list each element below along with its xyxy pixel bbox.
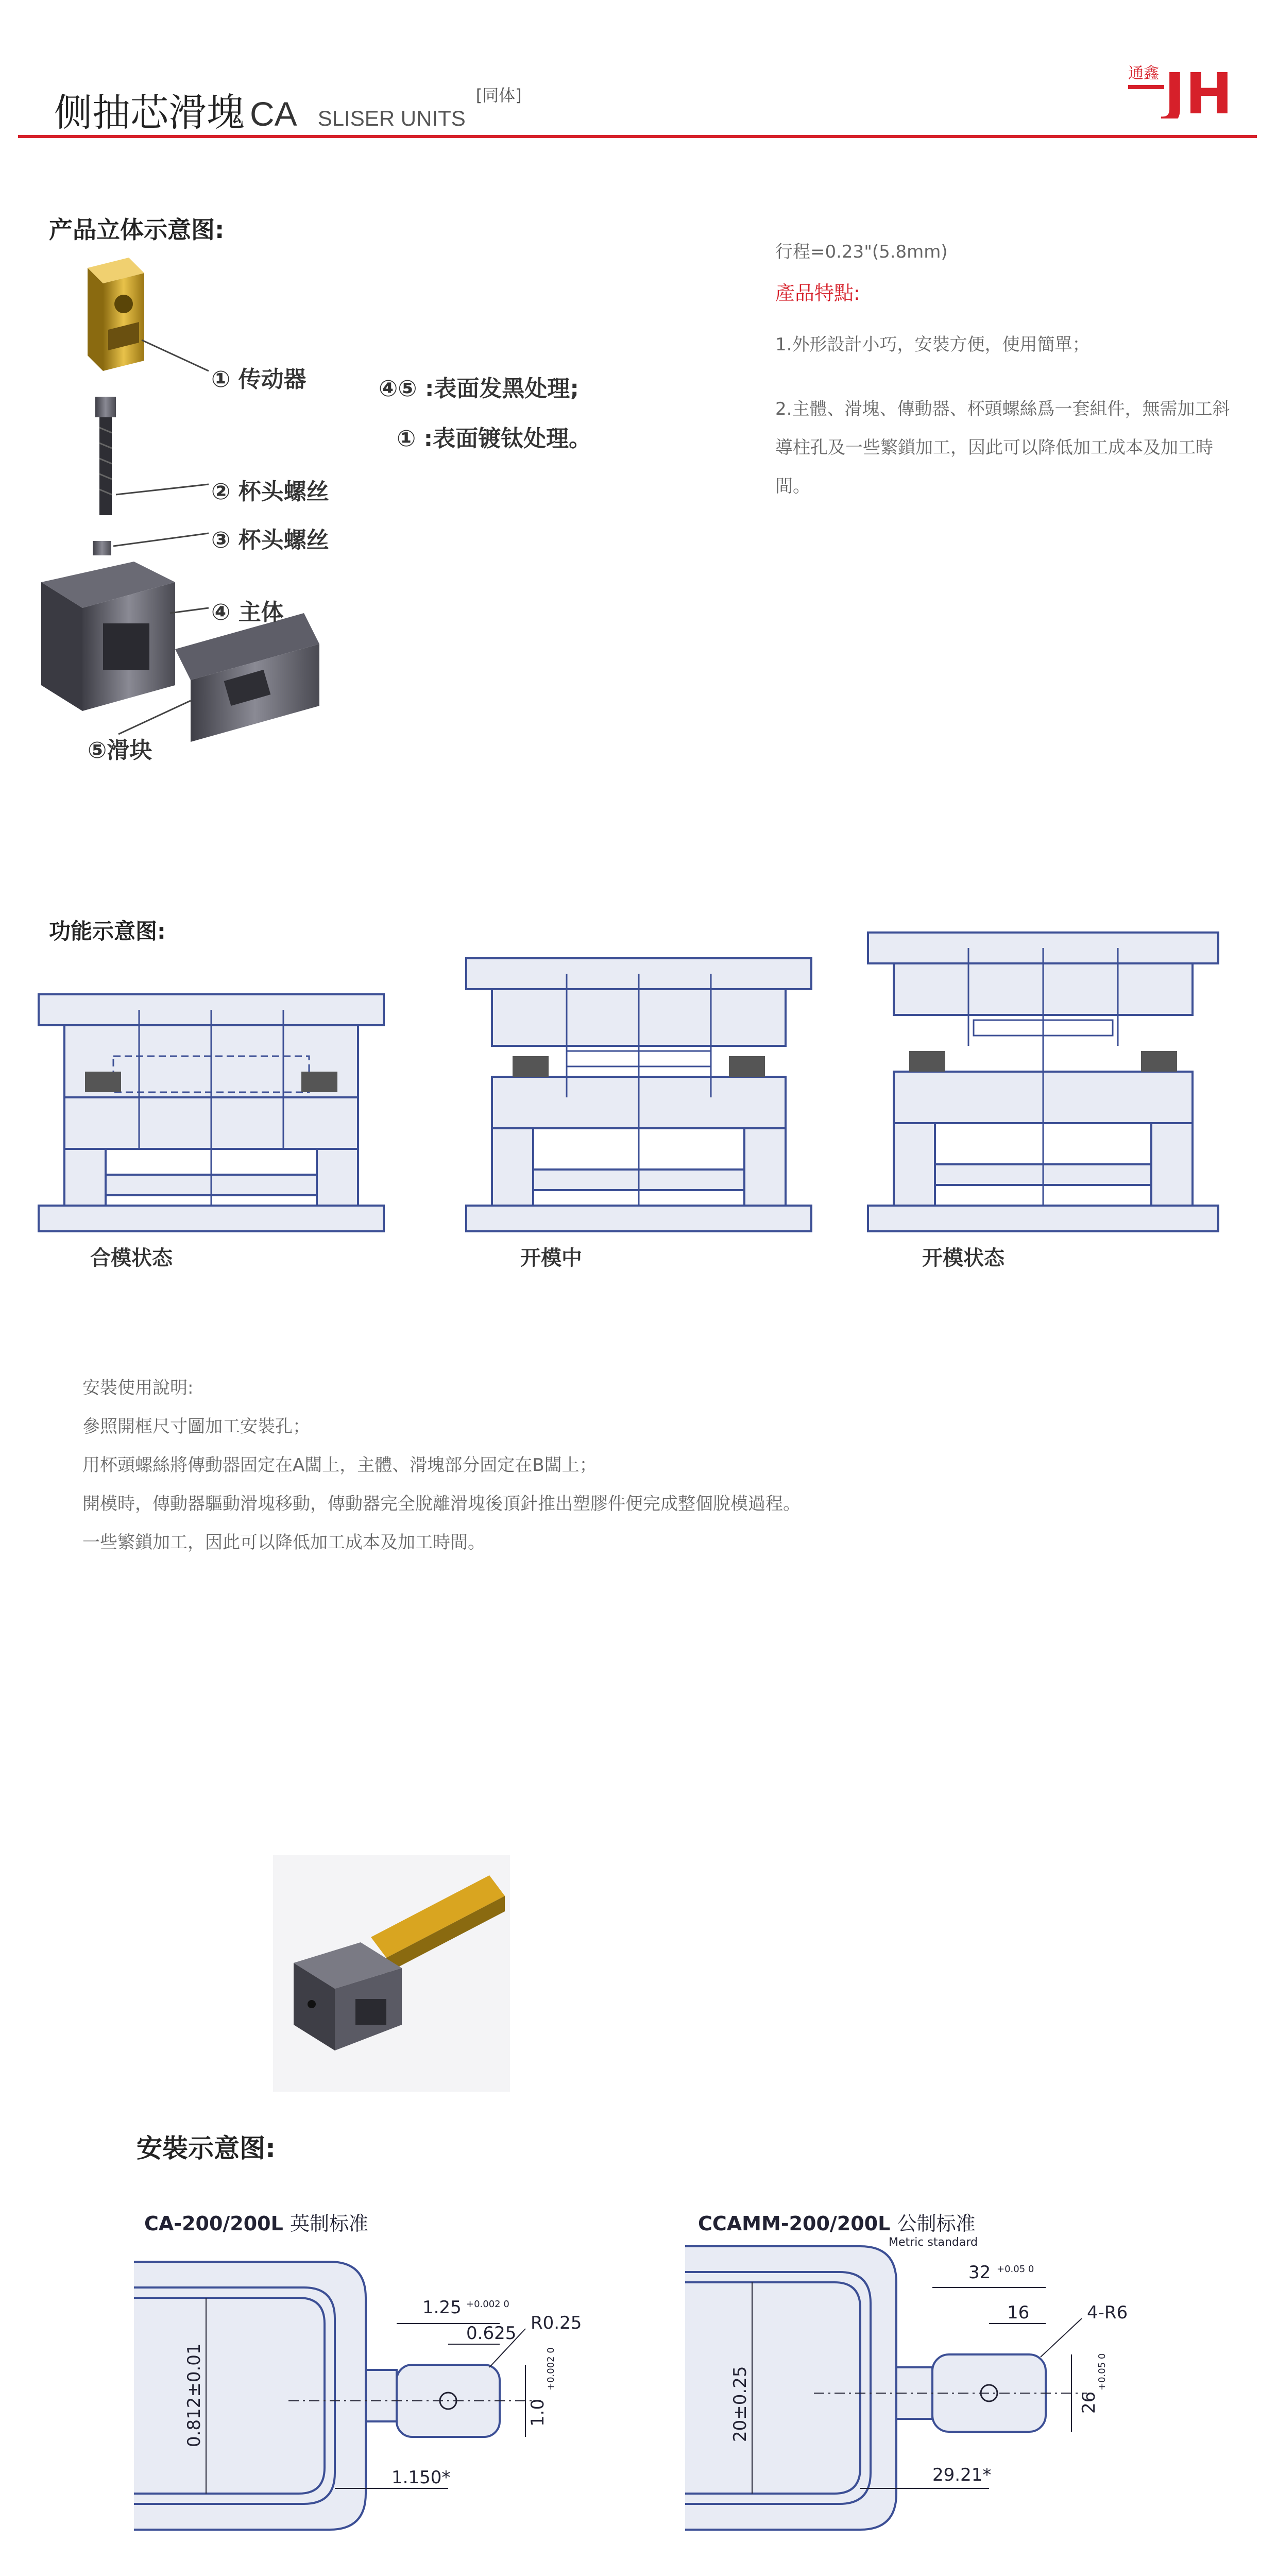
mold-opening-diagram: [464, 943, 814, 1236]
svg-text:1.150*: 1.150*: [391, 2467, 451, 2488]
exploded-view: [31, 252, 402, 788]
install-drawing-metric-top: [685, 2236, 1200, 2545]
label-screw-3: ③ 杯头螺丝: [211, 527, 329, 553]
svg-text:R0.25: R0.25: [531, 2313, 582, 2333]
cap-screw-long: [95, 397, 116, 515]
right-standard-name: 公制标准: [897, 2212, 976, 2235]
right-standard-en: Metric standard: [889, 2236, 978, 2249]
svg-text:0.812±0.01: 0.812±0.01: [184, 2343, 205, 2447]
label-slider: ⑤滑块: [88, 737, 152, 764]
svg-text:0.625: 0.625: [466, 2323, 517, 2344]
right-standard-code: CCAMM-200/200L: [698, 2212, 891, 2235]
left-standard-name: 英制标准: [290, 2212, 369, 2235]
svg-text:+0.05 0: +0.05 0: [997, 2264, 1034, 2275]
feature-2b: 導柱孔及一些繁鎖加工，因此可以降低加工成本及加工時: [775, 437, 1213, 458]
svg-text:32: 32: [968, 2262, 991, 2283]
svg-text:20±0.25: 20±0.25: [730, 2366, 751, 2442]
title-code: CA: [250, 95, 297, 133]
usage-line-1: 參照開框尺寸圖加工安裝孔；: [82, 1416, 310, 1437]
slider-part: [175, 613, 319, 742]
svg-text:1.0: 1.0: [527, 2398, 548, 2427]
label-screw-2: ② 杯头螺丝: [211, 479, 329, 505]
left-standard-code: CA-200/200L: [144, 2212, 283, 2235]
feature-1: 1.外形設計小巧，安裝方便，使用簡單；: [775, 334, 1090, 355]
install-drawing-inch-top: [134, 2251, 649, 2540]
usage-line-4: 一些繁鎖加工，因此可以降低加工成本及加工時間。: [82, 1532, 485, 1553]
title-tag: [同体]: [475, 86, 522, 105]
feature-2a: 2.主體、滑塊、傳動器、杯頭螺絲爲一套組件，無需加工斜: [775, 399, 1230, 419]
features-title: 產品特點:: [775, 282, 860, 304]
svg-text:29.21*: 29.21*: [932, 2465, 992, 2485]
svg-text:16: 16: [1007, 2302, 1030, 2323]
svg-text:+0.002 0: +0.002 0: [546, 2347, 556, 2391]
usage-title: 安裝使用說明:: [82, 1378, 194, 1398]
svg-text:26: 26: [1079, 2391, 1099, 2414]
product-photo: [273, 1855, 510, 2092]
title-en: SLISER UNITS: [317, 106, 466, 130]
title-cn: 侧抽芯滑塊: [54, 91, 245, 135]
label-driver: ① 传动器: [211, 366, 307, 393]
treatment-black: ④⑤ :表面发黑处理;: [379, 376, 580, 402]
cap-screw-short: [93, 541, 111, 555]
left-standard-title: [144, 2208, 368, 2236]
svg-text:+0.05 0: +0.05 0: [1097, 2353, 1108, 2391]
stroke-spec: 行程=0.23"(5.8mm): [775, 242, 948, 262]
header-rule: [18, 135, 1257, 138]
product-heading: 产品立体示意图:: [49, 216, 225, 244]
usage-line-3: 開模時，傳動器驅動滑塊移動，傳動器完全脫離滑塊後頂針推出塑膠件便完成整個脫模過程。: [82, 1494, 801, 1514]
treatment-titanium: ① :表面镀钛处理。: [397, 426, 592, 452]
main-body-part: [41, 562, 175, 711]
caption-open: 开模状态: [922, 1246, 1004, 1270]
driver-part: [88, 258, 144, 371]
svg-text:1.25: 1.25: [422, 2297, 462, 2318]
svg-text:+0.002 0: +0.002 0: [466, 2299, 509, 2310]
caption-closed: 合模状态: [90, 1246, 173, 1270]
logo-mark: JH: [1164, 61, 1233, 118]
page-title: [54, 82, 522, 137]
caption-opening: 开模中: [520, 1246, 582, 1270]
svg-text:4-R6: 4-R6: [1087, 2302, 1128, 2323]
logo-cn: 通鑫: [1128, 64, 1159, 82]
label-body: ④ 主体: [211, 599, 284, 625]
mold-open-diagram: [865, 927, 1221, 1236]
usage-line-2: 用杯頭螺絲將傳動器固定在A闆上，主體、滑塊部分固定在B闆上；: [82, 1455, 597, 1476]
feature-2c: 間。: [775, 476, 810, 497]
install-heading: 安裝示意图:: [137, 2133, 276, 2163]
mold-closed-diagram: [36, 979, 386, 1236]
brand-logo: [1128, 57, 1247, 118]
function-heading: 功能示意图:: [49, 919, 166, 944]
